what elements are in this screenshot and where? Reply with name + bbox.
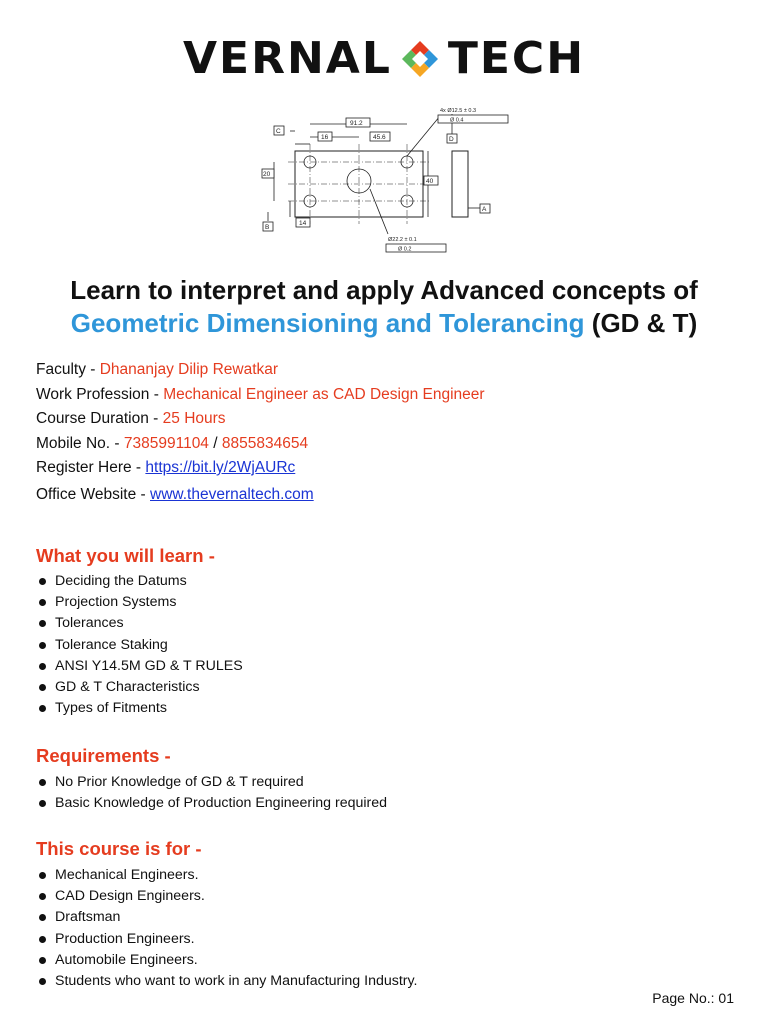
list-item: CAD Design Engineers. [36,886,418,907]
faculty-row [36,358,736,383]
hole-note: 4x Ø12.5 ± 0.3 [440,108,477,114]
dim-91-2: 91.2 [350,120,363,127]
logo-text-right: TECH [447,33,586,84]
headline-suffix: (GD & T) [584,308,698,338]
headline-blue-text: Geometric Dimensioning and Tolerancing [70,308,585,338]
mobile-label: Mobile No. - [36,434,124,452]
mobile-row [36,432,736,457]
dim-20: 20 [263,171,271,178]
center-note: Ø22.2 ± 0.1 [388,237,417,243]
list-item: Projection Systems [36,592,243,613]
faculty-value: Dhananjay Dilip Rewatkar [99,361,279,378]
course-headline [0,274,768,340]
register-row [36,456,736,481]
list-item: GD & T Characteristics [36,677,243,698]
list-item: Tolerances [36,613,243,634]
audience-section-title: This course is for - [36,838,202,859]
mobile-separator: / [208,434,222,452]
list-item: No Prior Knowledge of GD & T required [36,772,387,793]
list-item: Students who want to work in any Manufacturing Industry. [36,971,418,992]
logo-diamond-icon [400,39,440,79]
profession-value: Mechanical Engineer as CAD Design Engineer [163,385,485,403]
duration-value: 25 Hours [162,410,226,427]
gdt-drawing [252,104,514,260]
course-info [36,358,736,507]
logo-text-left: VERNAL [182,33,392,84]
list-item: Types of Fitments [36,698,243,719]
list-item: Production Engineers. [36,929,418,950]
list-item: Tolerance Staking [36,635,243,656]
dim-45-6: 45.6 [373,134,386,141]
datum-a: A [482,206,487,213]
dim-16: 16 [321,134,329,141]
learn-list [36,571,243,719]
duration-label: Course Duration - [36,410,163,427]
website-label: Office Website - [36,485,150,503]
list-item: Draftsman [36,907,418,928]
side-view [452,151,468,217]
list-item: Basic Knowledge of Production Engineering required [36,793,387,814]
brand-logo [0,33,768,84]
requirements-list [36,772,387,814]
list-item: Automobile Engineers. [36,950,418,971]
profession-label: Work Profession - [36,385,164,403]
datum-b: B [265,224,270,231]
dim-14: 14 [299,220,307,227]
fcf-top: Ø 0.4 [450,117,464,124]
list-item: Deciding the Datums [36,571,243,592]
list-item: ANSI Y14.5M GD & T RULES [36,656,243,677]
datum-c: C [276,128,281,135]
website-link[interactable]: www.thevernaltech.com [150,485,314,503]
audience-list [36,865,418,992]
fcf-bottom: Ø 0.2 [398,246,412,253]
faculty-label: Faculty - [36,361,100,378]
mobile-number-1: 7385991104 [123,434,209,452]
register-link[interactable]: https://bit.ly/2WjAURc [145,459,296,476]
profession-row [36,383,736,408]
list-item: Mechanical Engineers. [36,865,418,886]
datum-d: D [449,136,454,143]
dim-40: 40 [426,178,434,185]
mobile-number-2: 8855834654 [221,434,309,452]
page-number: Page No.: 01 [652,990,734,1006]
headline-line-2 [0,307,768,340]
register-label: Register Here - [36,459,146,476]
duration-row [36,407,736,432]
requirements-section-title: Requirements - [36,745,171,766]
headline-line-1: Learn to interpret and apply Advanced concepts of [70,275,698,305]
learn-section-title: What you will learn - [36,545,215,566]
website-row [36,483,736,508]
